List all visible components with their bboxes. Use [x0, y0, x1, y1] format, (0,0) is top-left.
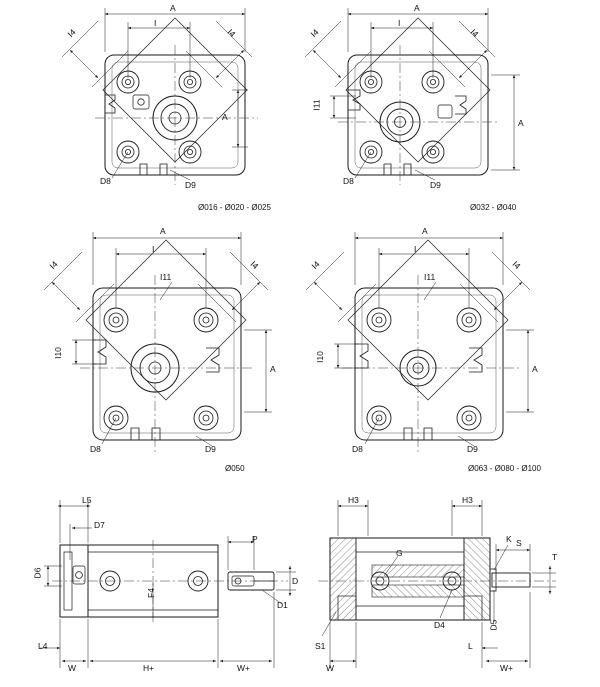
dim-label-d8-2: D8 [343, 176, 354, 186]
dim-label-d: D [292, 576, 299, 586]
dim-label-d1: D1 [277, 600, 288, 610]
dim-label-w-plus-2: W+ [500, 663, 513, 673]
dim-label-p: P [252, 534, 258, 544]
dim-label-i4-left: I4 [65, 26, 78, 40]
view-2-caption: Ø032 - Ø040 [470, 203, 517, 212]
dim-label-i4-right: I4 [225, 26, 238, 40]
dim-label-d9-3: D9 [205, 444, 216, 454]
dim-label-s1: S1 [315, 641, 326, 651]
dim-label-a-right-4: A [532, 364, 538, 374]
dim-label-d8-3: D8 [90, 444, 101, 454]
dim-label-a-right-3: A [270, 364, 276, 374]
dim-label-d4: D4 [434, 620, 445, 630]
dim-label-i10-4: I10 [314, 351, 325, 363]
view-3-caption: Ø050 [225, 464, 245, 473]
dim-label-d7: D7 [94, 520, 105, 530]
dim-label-d8-4: D8 [352, 444, 363, 454]
dim-label-i-3: I [152, 244, 155, 254]
dim-label-a-right: A [222, 112, 228, 122]
view-4-caption: Ø063 - Ø080 - Ø100 [468, 464, 541, 473]
dim-label-h-plus: H+ [143, 663, 155, 673]
dim-label-g: G [396, 548, 403, 558]
view-1-caption: Ø016 - Ø020 - Ø025 [198, 203, 271, 212]
dim-label-l: L [468, 641, 473, 651]
dim-label-d6: D6 [32, 567, 43, 579]
dim-label-i-2: I [398, 18, 401, 28]
dim-label-h3-left: H3 [348, 495, 359, 505]
dim-label-d8: D8 [100, 176, 111, 186]
dim-label-s: S [516, 538, 522, 548]
dim-label-d9: D9 [185, 180, 196, 190]
dim-label-d9-2: D9 [430, 180, 441, 190]
dim-label-a-2: A [414, 3, 420, 13]
dim-label-i11-2: I11 [311, 99, 322, 111]
dim-label-i10-3: I10 [52, 347, 63, 359]
dim-label-a: A [170, 3, 176, 13]
dim-label-i: I [154, 18, 157, 28]
dim-label-l5: L5 [82, 495, 92, 505]
view-6-section [318, 500, 556, 668]
dim-label-i4-left-3: I4 [47, 258, 60, 272]
dim-label-i4-left-4: I4 [309, 258, 322, 272]
dim-label-i-4: I [414, 244, 417, 254]
dim-label-i4-right-3: I4 [248, 258, 261, 272]
dim-label-w-2: W [326, 663, 335, 673]
dim-label-f4: F4 [145, 588, 156, 598]
view-4-front [306, 232, 534, 452]
dim-label-l4: L4 [38, 641, 48, 651]
dim-label-i11-3: I11 [160, 272, 172, 282]
dim-label-a-4: A [422, 226, 428, 236]
dim-label-a-3: A [160, 226, 166, 236]
dim-label-d9-4: D9 [467, 444, 478, 454]
dim-label-i11-4: I11 [424, 272, 436, 282]
view-2-front [305, 8, 520, 185]
dim-label-d5: D5 [488, 619, 499, 631]
dim-label-i4-right-4: I4 [510, 258, 523, 272]
dim-label-k: K [506, 534, 512, 544]
dim-label-a-right-2: A [518, 118, 524, 128]
dim-label-t: T [552, 552, 558, 562]
dim-label-w: W [68, 663, 77, 673]
dim-label-h3-right: H3 [462, 495, 473, 505]
view-3-front [44, 232, 272, 452]
dim-label-w-plus: W+ [237, 663, 250, 673]
view-5-side-elevation [40, 500, 299, 668]
dim-label-i4-left-2: I4 [308, 26, 321, 40]
dim-label-i4-right-2: I4 [468, 26, 481, 40]
